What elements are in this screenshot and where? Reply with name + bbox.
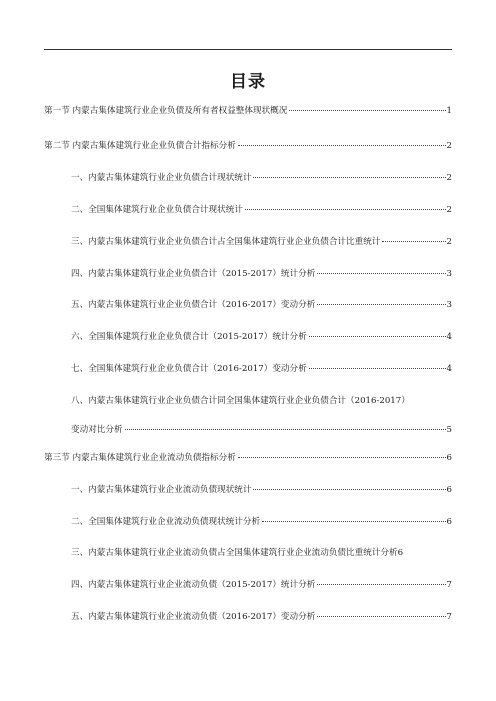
toc-entry-item[interactable] — [71, 236, 452, 248]
toc-entry-page: 6 — [446, 517, 452, 527]
dot-leader — [317, 584, 445, 585]
toc-entry-item[interactable] — [71, 299, 452, 311]
toc-entry-item[interactable] — [71, 268, 452, 280]
dot-leader — [309, 336, 446, 337]
dot-leader — [253, 177, 445, 178]
toc-entry-item[interactable] — [71, 204, 452, 216]
dot-leader — [245, 209, 446, 210]
toc-entry-page: 6 — [397, 548, 404, 558]
toc-entry-page: 2 — [446, 141, 452, 151]
toc-entry-page: 2 — [446, 173, 452, 183]
dot-leader — [289, 110, 445, 111]
toc-entry-page: 4 — [446, 364, 452, 374]
toc-entry-label: 第一节 内蒙古集体建筑行业企业负债及所有者权益整体现状概况 — [44, 106, 288, 116]
toc-entry-label: 二、全国集体建筑行业企业流动负债现状统计分析 — [71, 517, 261, 527]
toc-entry-label: 第三节 内蒙古集体建筑行业企业流动负债指标分析 — [44, 453, 236, 463]
toc-entry-item[interactable] — [71, 547, 452, 559]
dot-leader — [238, 145, 446, 146]
dot-leader — [382, 241, 445, 242]
toc-entry-label: 第二节 内蒙古集体建筑行业企业负债合计指标分析 — [44, 141, 236, 151]
toc-entry-page: 6 — [446, 453, 452, 463]
dot-leader — [125, 429, 446, 430]
toc-entry-page: 7 — [446, 580, 452, 590]
toc-entry-page: 6 — [446, 485, 452, 495]
toc-entry-page: 2 — [446, 205, 452, 215]
toc-entry-item[interactable] — [71, 611, 452, 623]
header-rule — [44, 49, 452, 50]
toc-entry-item[interactable] — [71, 363, 452, 375]
toc-entry-page: 3 — [446, 269, 452, 279]
dot-leader — [262, 521, 445, 522]
toc-entry-label: 七、全国集体建筑行业企业负债合计（2016-2017）变动分析 — [71, 364, 307, 374]
dot-leader — [317, 616, 445, 617]
toc-entry-item[interactable] — [71, 172, 452, 184]
toc-entry-page: 1 — [446, 106, 452, 116]
toc-entry-label: 变动对比分析 — [71, 425, 123, 435]
toc-entry-page: 4 — [446, 332, 452, 342]
dot-leader — [309, 368, 446, 369]
toc-entry-label: 三、内蒙古集体建筑行业企业流动负债占全国集体建筑行业企业流动负债比重统计分析 — [71, 548, 398, 558]
toc-entry-section-2[interactable] — [44, 140, 452, 152]
toc-entry-label: 四、内蒙古集体建筑行业企业流动负债（2015-2017）统计分析 — [71, 580, 316, 590]
toc-entry-item[interactable] — [71, 516, 452, 528]
toc-entry-page: 5 — [446, 425, 452, 435]
toc-entry-page: 3 — [446, 300, 452, 310]
toc-entry-label: 三、内蒙古集体建筑行业企业负债合计占全国集体建筑行业企业负债合计比重统计 — [71, 237, 381, 247]
toc-entry-label: 八、内蒙古集体建筑行业企业负债合计同全国集体建筑行业企业负债合计（2016-2017） — [71, 396, 410, 406]
toc-entry-item[interactable] — [71, 331, 452, 343]
toc-entry-section-1[interactable] — [44, 105, 452, 117]
toc-title: 目录 — [230, 72, 266, 92]
toc-entry-item-line2[interactable] — [71, 424, 452, 436]
toc-entry-label: 二、全国集体建筑行业企业负债合计现状统计 — [71, 205, 243, 215]
dot-leader — [238, 457, 446, 458]
toc-entry-label: 五、内蒙古集体建筑行业企业流动负债（2016-2017）变动分析 — [71, 612, 316, 622]
toc-entry-page: 7 — [446, 612, 452, 622]
toc-entry-item[interactable] — [71, 579, 452, 591]
toc-entry-label: 一、内蒙古集体建筑行业企业负债合计现状统计 — [71, 173, 252, 183]
toc-entry-item-line1[interactable] — [71, 395, 452, 407]
dot-leader — [253, 489, 445, 490]
toc-entry-label: 六、全国集体建筑行业企业负债合计（2015-2017）统计分析 — [71, 332, 307, 342]
toc-entry-label: 一、内蒙古集体建筑行业企业流动负债现状统计 — [71, 485, 252, 495]
toc-entry-section-3[interactable] — [44, 452, 452, 464]
toc-entry-label: 四、内蒙古集体建筑行业企业负债合计（2015-2017）统计分析 — [71, 269, 316, 279]
toc-entry-page: 2 — [446, 237, 452, 247]
dot-leader — [317, 273, 445, 274]
toc-entry-label: 五、内蒙古集体建筑行业企业负债合计（2016-2017）变动分析 — [71, 300, 316, 310]
toc-entry-item[interactable] — [71, 484, 452, 496]
dot-leader — [317, 304, 445, 305]
